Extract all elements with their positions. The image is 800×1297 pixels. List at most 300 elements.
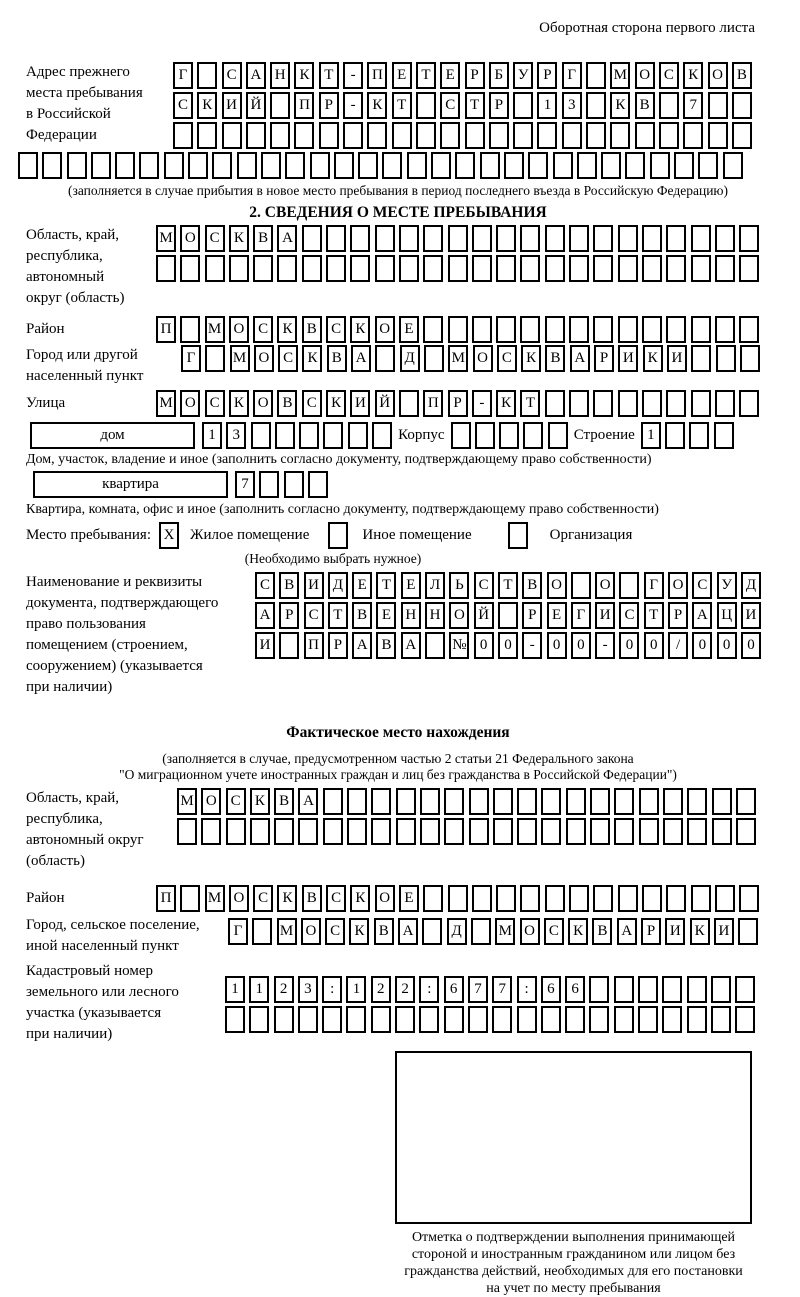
char-box — [472, 225, 492, 252]
char-box — [399, 225, 419, 252]
char-box — [42, 152, 62, 179]
char-box — [188, 152, 208, 179]
char-box: Р — [522, 602, 542, 629]
char-box: Е — [392, 62, 412, 89]
district-row — [156, 316, 759, 343]
char-box — [691, 345, 711, 372]
char-box: Р — [319, 92, 339, 119]
char-box — [253, 255, 273, 282]
char-box — [545, 885, 565, 912]
char-box — [715, 255, 735, 282]
char-box: П — [367, 62, 387, 89]
char-box — [569, 316, 589, 343]
char-box: № — [449, 632, 469, 659]
char-box — [279, 632, 299, 659]
char-box — [18, 152, 38, 179]
char-box — [666, 225, 686, 252]
char-box — [712, 818, 732, 845]
char-box — [422, 918, 442, 945]
char-box: С — [659, 62, 679, 89]
char-box — [650, 152, 670, 179]
cadastral-label: Кадастровый номер земельного или лесного участка (указывается при наличии) — [26, 963, 179, 1042]
char-box — [493, 788, 513, 815]
char-box: Т — [328, 602, 348, 629]
char-box: О — [473, 345, 493, 372]
char-box: С — [302, 390, 322, 417]
house-number-row — [202, 422, 392, 449]
char-box — [715, 316, 735, 343]
char-box — [565, 1006, 585, 1033]
char-box: Р — [279, 602, 299, 629]
char-box: Г — [571, 602, 591, 629]
char-box: - — [522, 632, 542, 659]
char-box — [517, 1006, 537, 1033]
char-box — [691, 316, 711, 343]
char-box — [601, 152, 621, 179]
char-box: Й — [375, 390, 395, 417]
section2-title: 2. СВЕДЕНИЯ О МЕСТЕ ПРЕБЫВАНИЯ — [249, 204, 547, 221]
char-box — [586, 62, 606, 89]
char-box — [593, 255, 613, 282]
char-box — [444, 1006, 464, 1033]
char-box — [310, 152, 330, 179]
char-box: : — [517, 976, 537, 1003]
char-box — [691, 390, 711, 417]
char-box — [520, 225, 540, 252]
char-box: Г — [228, 918, 248, 945]
char-box — [358, 152, 378, 179]
char-box — [618, 225, 638, 252]
char-box — [472, 885, 492, 912]
char-box: С — [222, 62, 242, 89]
char-box — [197, 122, 217, 149]
char-box — [496, 225, 516, 252]
char-box: В — [302, 316, 322, 343]
checkbox-zhiloe: X — [159, 522, 179, 549]
char-box: С — [692, 572, 712, 599]
char-box: 2 — [274, 976, 294, 1003]
choose-note: (Необходимо выбрать нужное) — [244, 551, 422, 566]
char-box — [480, 152, 500, 179]
char-box — [350, 255, 370, 282]
char-box: И — [350, 390, 370, 417]
actual-region-block — [18, 788, 778, 872]
char-box: А — [570, 345, 590, 372]
char-box — [739, 225, 759, 252]
char-box — [687, 788, 707, 815]
char-box: О — [254, 345, 274, 372]
region-grid — [156, 225, 759, 282]
char-box — [691, 225, 711, 252]
char-box: С — [497, 345, 517, 372]
char-box — [350, 225, 370, 252]
char-box: А — [351, 345, 371, 372]
char-box — [504, 152, 524, 179]
checkbox-organizatsiya — [508, 522, 528, 549]
char-box: И — [665, 918, 685, 945]
char-box — [468, 1006, 488, 1033]
char-box — [674, 152, 694, 179]
char-box: К — [350, 316, 370, 343]
char-box — [285, 152, 305, 179]
char-box — [683, 122, 703, 149]
char-box — [465, 122, 485, 149]
char-box: / — [668, 632, 688, 659]
char-box: 0 — [547, 632, 567, 659]
char-box — [569, 225, 589, 252]
prev-address-note: (заполняется в случае прибытия в новое место пребывания в период последнего въезда в Российскую Федерацию) — [67, 183, 729, 198]
char-box: М — [205, 885, 225, 912]
char-box: А — [298, 788, 318, 815]
char-box — [642, 225, 662, 252]
char-box — [638, 1006, 658, 1033]
char-box — [687, 976, 707, 1003]
cadastral-block — [18, 961, 778, 1045]
char-box: В — [274, 788, 294, 815]
apartment-box-label: квартира — [33, 471, 228, 498]
char-box: О — [253, 390, 273, 417]
char-box — [663, 818, 683, 845]
option-zhiloe-label: Жилое помещение — [190, 527, 310, 543]
char-box — [392, 122, 412, 149]
char-box — [545, 225, 565, 252]
char-box: В — [374, 918, 394, 945]
cadastral-row-1 — [225, 976, 755, 1003]
char-box: Н — [270, 62, 290, 89]
char-box: А — [352, 632, 372, 659]
char-box — [736, 788, 756, 815]
char-box: 0 — [498, 632, 518, 659]
char-box: Е — [352, 572, 372, 599]
prev-address-label: Адрес прежнего места пребывания в Российской Федерации — [26, 64, 143, 143]
char-box: У — [513, 62, 533, 89]
char-box: О — [547, 572, 567, 599]
char-box: М — [610, 62, 630, 89]
char-box — [471, 918, 491, 945]
char-box — [416, 92, 436, 119]
prev-address-block — [18, 62, 778, 149]
char-box — [302, 255, 322, 282]
street-row — [156, 390, 759, 417]
char-box — [299, 422, 319, 449]
char-box — [252, 918, 272, 945]
char-box: Р — [668, 602, 688, 629]
stamp-caption: Отметка о подтверждении выполнения принимающей стороной и иностранным гражданином или лицом без гражданства действий, необходимых для его постановки на учет по месту пребывания — [404, 1230, 743, 1296]
char-box: О — [595, 572, 615, 599]
char-box — [590, 818, 610, 845]
char-box — [180, 316, 200, 343]
char-box: К — [349, 918, 369, 945]
char-box — [708, 122, 728, 149]
char-box — [423, 885, 443, 912]
char-box — [723, 152, 743, 179]
char-box — [455, 152, 475, 179]
char-box: 0 — [717, 632, 737, 659]
char-box — [642, 885, 662, 912]
char-box — [156, 255, 176, 282]
char-box: М — [177, 788, 197, 815]
char-box: Г — [562, 62, 582, 89]
char-box — [586, 122, 606, 149]
region-label: Область, край, республика, автономный округ (область) — [26, 227, 125, 306]
char-box: Т — [520, 390, 540, 417]
char-box — [91, 152, 111, 179]
char-box — [642, 316, 662, 343]
char-box: К — [277, 885, 297, 912]
char-box: Е — [547, 602, 567, 629]
apartment-note: Квартира, комната, офис и иное (заполнить согласно документу, подтверждающему право собственности) — [26, 502, 659, 517]
char-box — [274, 1006, 294, 1033]
char-box — [395, 1006, 415, 1033]
street-label: Улица — [26, 395, 66, 411]
char-box: В — [732, 62, 752, 89]
char-box: - — [595, 632, 615, 659]
char-box — [569, 390, 589, 417]
char-box: Т — [644, 602, 664, 629]
char-box — [308, 471, 328, 498]
prev-address-grid — [173, 62, 752, 149]
char-box — [201, 818, 221, 845]
char-box: С — [173, 92, 193, 119]
char-box: Б — [489, 62, 509, 89]
char-box — [284, 471, 304, 498]
char-box — [691, 885, 711, 912]
char-box: К — [521, 345, 541, 372]
char-box — [375, 225, 395, 252]
region-row-2 — [156, 255, 759, 282]
char-box — [367, 122, 387, 149]
char-box — [614, 1006, 634, 1033]
char-box — [197, 62, 217, 89]
char-box — [475, 422, 495, 449]
char-box: С — [253, 885, 273, 912]
char-box: С — [326, 885, 346, 912]
char-box: Е — [401, 572, 421, 599]
char-box: К — [496, 390, 516, 417]
char-box — [593, 316, 613, 343]
char-box: М — [156, 390, 176, 417]
char-box — [566, 818, 586, 845]
char-box: - — [343, 92, 363, 119]
char-box — [732, 92, 752, 119]
char-box: Т — [465, 92, 485, 119]
char-box — [115, 152, 135, 179]
document-row-3 — [255, 632, 761, 659]
district-block — [18, 316, 778, 343]
actual-city-block — [18, 915, 778, 957]
char-box — [687, 1006, 707, 1033]
char-box — [662, 976, 682, 1003]
char-box — [277, 255, 297, 282]
char-box: П — [156, 316, 176, 343]
char-box — [738, 918, 758, 945]
char-box — [528, 152, 548, 179]
char-box — [348, 422, 368, 449]
char-box — [67, 152, 87, 179]
char-box: Н — [401, 602, 421, 629]
char-box: К — [568, 918, 588, 945]
char-box — [396, 788, 416, 815]
char-box — [496, 255, 516, 282]
char-box — [205, 345, 225, 372]
char-box — [444, 788, 464, 815]
char-box: Д — [328, 572, 348, 599]
char-box: : — [322, 976, 342, 1003]
char-box — [246, 122, 266, 149]
char-box: Д — [447, 918, 467, 945]
char-box — [259, 471, 279, 498]
char-box — [294, 122, 314, 149]
char-box: С — [326, 316, 346, 343]
char-box — [711, 1006, 731, 1033]
char-box — [451, 422, 471, 449]
char-box — [553, 152, 573, 179]
page-side-note: Оборотная сторона первого листа — [539, 20, 755, 36]
district-label: Район — [26, 321, 65, 337]
char-box — [715, 225, 735, 252]
char-box — [689, 422, 709, 449]
char-box: 2 — [395, 976, 415, 1003]
char-box — [177, 818, 197, 845]
char-box: В — [302, 885, 322, 912]
char-box: 6 — [444, 976, 464, 1003]
char-box — [319, 122, 339, 149]
char-box: А — [401, 632, 421, 659]
char-box — [593, 225, 613, 252]
char-box: Т — [319, 62, 339, 89]
char-box — [548, 422, 568, 449]
char-box — [541, 1006, 561, 1033]
char-box — [740, 345, 760, 372]
char-box — [371, 818, 391, 845]
char-box: Л — [425, 572, 445, 599]
char-box — [711, 976, 731, 1003]
char-box — [545, 390, 565, 417]
char-box — [493, 818, 513, 845]
char-box — [225, 1006, 245, 1033]
char-box: В — [376, 632, 396, 659]
char-box: А — [398, 918, 418, 945]
char-box: В — [253, 225, 273, 252]
char-box — [173, 122, 193, 149]
char-box: О — [375, 885, 395, 912]
char-box — [659, 122, 679, 149]
apartment-block — [33, 471, 778, 498]
char-box — [469, 818, 489, 845]
char-box — [425, 632, 445, 659]
char-box: М — [156, 225, 176, 252]
char-box — [371, 788, 391, 815]
char-box — [593, 885, 613, 912]
char-box: К — [690, 918, 710, 945]
char-box: Е — [399, 316, 419, 343]
char-box: О — [708, 62, 728, 89]
char-box: 0 — [474, 632, 494, 659]
char-box — [586, 92, 606, 119]
char-box: И — [714, 918, 734, 945]
korpus-label: Корпус — [398, 427, 445, 443]
char-box: 7 — [235, 471, 255, 498]
char-box — [440, 122, 460, 149]
char-box — [492, 1006, 512, 1033]
char-box: 1 — [641, 422, 661, 449]
char-box: О — [201, 788, 221, 815]
actual-district-label: Район — [26, 890, 65, 906]
stay-type-label: Место пребывания: — [26, 527, 151, 543]
char-box — [275, 422, 295, 449]
char-box: Й — [246, 92, 266, 119]
char-box: Г — [173, 62, 193, 89]
char-box: Н — [425, 602, 445, 629]
street-block — [18, 390, 778, 417]
char-box — [517, 818, 537, 845]
char-box: М — [205, 316, 225, 343]
char-box: П — [156, 885, 176, 912]
char-box: К — [229, 390, 249, 417]
char-box: С — [278, 345, 298, 372]
char-box: О — [180, 390, 200, 417]
stroenie-label: Строение — [573, 427, 635, 443]
char-box — [420, 788, 440, 815]
char-box — [343, 122, 363, 149]
prev-address-row-3 — [173, 122, 752, 149]
char-box — [537, 122, 557, 149]
char-box: Р — [594, 345, 614, 372]
char-box — [448, 885, 468, 912]
char-box — [472, 316, 492, 343]
char-box — [610, 122, 630, 149]
actual-region-label: Область, край, республика, автономный округ (область) — [26, 790, 144, 869]
char-box — [423, 255, 443, 282]
city-label: Город или другой населенный пункт — [26, 347, 144, 384]
char-box: В — [592, 918, 612, 945]
actual-region-row-1 — [177, 788, 756, 815]
char-box: 6 — [541, 976, 561, 1003]
char-box — [590, 788, 610, 815]
char-box — [347, 788, 367, 815]
char-box — [541, 818, 561, 845]
char-box — [472, 255, 492, 282]
char-box — [566, 788, 586, 815]
house-block — [30, 422, 778, 449]
document-grid — [255, 572, 761, 659]
char-box — [739, 390, 759, 417]
city-row — [181, 345, 760, 372]
char-box — [569, 885, 589, 912]
char-box: Д — [741, 572, 761, 599]
char-box: В — [352, 602, 372, 629]
char-box: 0 — [741, 632, 761, 659]
char-box: О — [668, 572, 688, 599]
char-box — [618, 885, 638, 912]
char-box: А — [617, 918, 637, 945]
char-box — [614, 788, 634, 815]
char-box: 7 — [492, 976, 512, 1003]
char-box: Р — [489, 92, 509, 119]
char-box: Т — [376, 572, 396, 599]
char-box — [520, 255, 540, 282]
char-box: М — [277, 918, 297, 945]
char-box: : — [419, 976, 439, 1003]
char-box: Д — [400, 345, 420, 372]
char-box: 0 — [619, 632, 639, 659]
actual-city-row — [228, 918, 758, 945]
char-box: Р — [465, 62, 485, 89]
stay-type-block — [26, 522, 778, 549]
char-box — [212, 152, 232, 179]
char-box — [237, 152, 257, 179]
char-box — [444, 818, 464, 845]
